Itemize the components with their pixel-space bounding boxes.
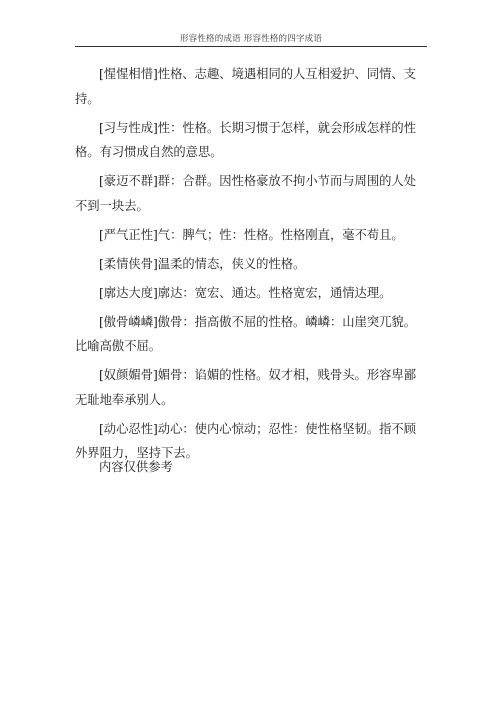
idiom-entry-4: [严气正性]气：脾气；性：性格。性格刚直，毫不苟且。	[99, 227, 404, 242]
idiom-entry-6: [廓达大度]廓达：宽宏、通达。性格宽宏，通情达理。	[99, 285, 392, 300]
reference-note: 内容仅供参考	[99, 460, 173, 474]
idiom-entry-9: [动心忍性]动心：使内心惊动；忍性：使性格坚韧。指不顾外界阻力，坚持下去。	[75, 421, 417, 460]
idiom-entry-3: [豪迈不群]群：合群。因性格豪放不拘小节而与周围的人处不到一块去。	[75, 174, 417, 213]
idiom-entry-1: [惺惺相惜]性格、志趣、境遇相同的人互相爱护、同情、支持。	[75, 67, 417, 106]
idiom-entry-8: [奴颜媚骨]媚骨：谄媚的性格。奴才相，贱骨头。形容卑鄙无耻地奉承别人。	[75, 368, 417, 407]
idiom-entry-2: [习与性成]性：性格。长期习惯于怎样，就会形成怎样的性格。有习惯成自然的意思。	[75, 120, 417, 159]
idiom-entry-7: [傲骨嶙嶙]傲骨：指高傲不屈的性格。嶙嶙：山崖突兀貌。比喻高傲不屈。	[75, 314, 417, 353]
header-divider	[75, 46, 427, 47]
idiom-entry-5: [柔情侠骨]温柔的情态，侠义的性格。	[99, 256, 306, 271]
page-header: 形容性格的成语 形容性格的四字成语	[179, 34, 323, 44]
document-body	[75, 62, 427, 470]
